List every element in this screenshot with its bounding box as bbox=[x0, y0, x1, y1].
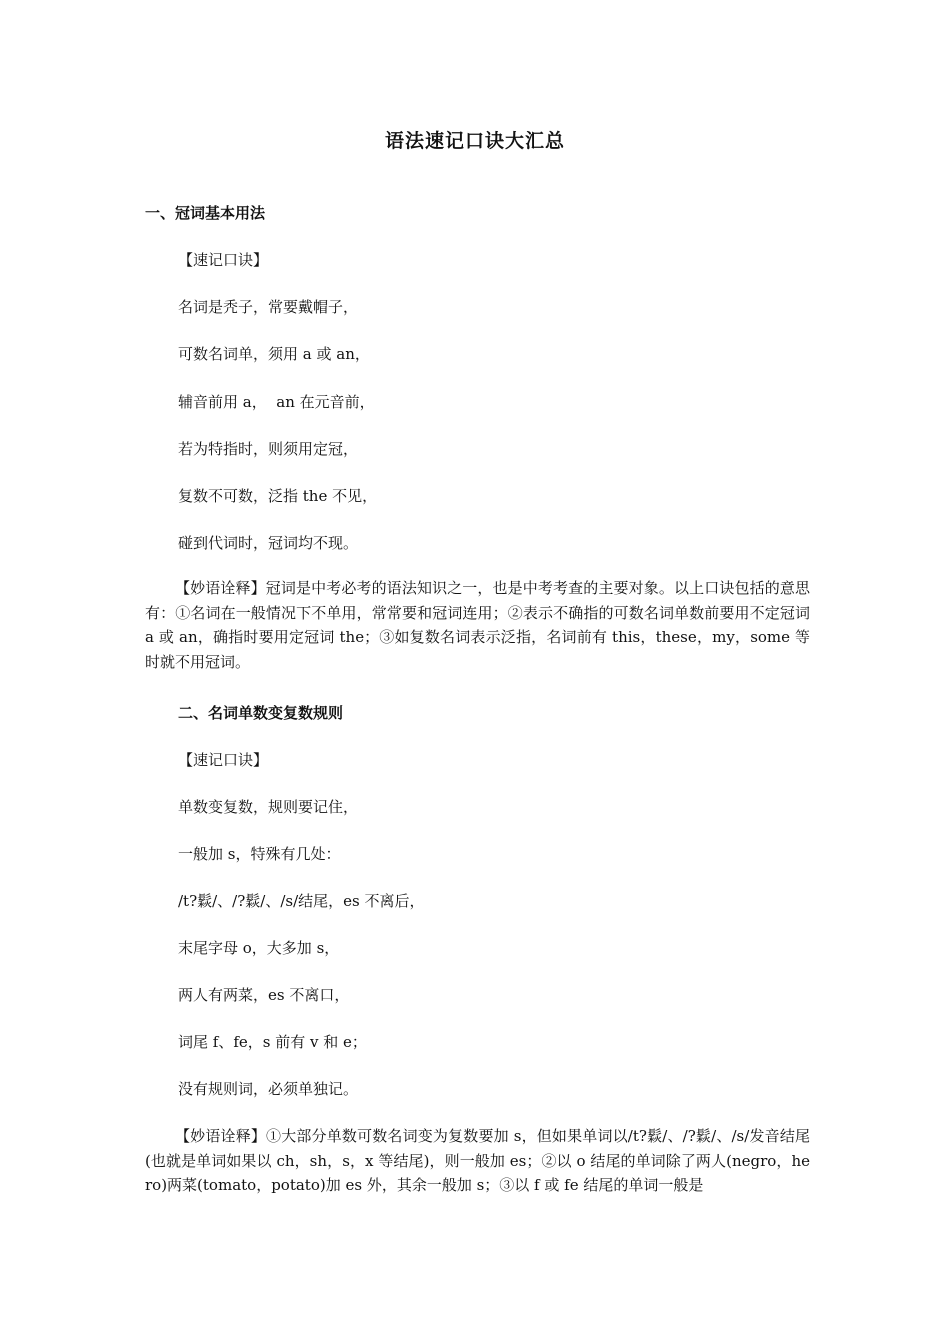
mnemonic-line: /t?鬏/、/?鬏/、/s/结尾，es 不离后， bbox=[178, 892, 425, 910]
explanation-paragraph: 【妙语诠释】①大部分单数可数名词变为复数要加 s，但如果单词以/t?鬏/、/?鬏/、/s/发音结尾(也就是单词如果以 ch，sh，s，x 等结尾)，则一般加 es；②以 o 结尾的单词除了两人(negro，hero)两菜(tomato，potato)加 es 外，其余一般加 s；③以 f 或 fe 结尾的单词一般是 bbox=[145, 1127, 810, 1194]
mnemonic-line: 单数变复数，规则要记住， bbox=[178, 798, 359, 816]
section-heading-articles: 一、冠词基本用法 bbox=[145, 204, 266, 222]
mnemonic-line: 两人有两菜，es 不离口， bbox=[178, 986, 350, 1004]
mnemonic-line: 若为特指时，则须用定冠， bbox=[178, 440, 359, 458]
mnemonic-label: 【速记口诀】 bbox=[178, 751, 269, 769]
mnemonic-line: 末尾字母 o，大多加 s， bbox=[178, 939, 340, 957]
mnemonic-line: 复数不可数，泛指 the 不见， bbox=[178, 487, 378, 505]
mnemonic-line: 一般加 s，特殊有几处： bbox=[178, 845, 341, 863]
section-heading-plurals: 二、名词单数变复数规则 bbox=[178, 704, 344, 722]
mnemonic-line: 词尾 f、fe，s 前有 v 和 e； bbox=[178, 1033, 367, 1051]
mnemonic-line: 名词是秃子，常要戴帽子， bbox=[178, 298, 359, 316]
mnemonic-label: 【速记口诀】 bbox=[178, 251, 269, 269]
explanation-paragraph: 【妙语诠释】冠词是中考必考的语法知识之一，也是中考考查的主要对象。以上口诀包括的意思有：①名词在一般情况下不单用，常常要和冠词连用；②表示不确指的可数名词单数前要用不定冠词 a 或 an，确指时要用定冠词 the；③如复数名词表示泛指，名词前有 this，these，my，some 等时就不用冠词。 bbox=[145, 579, 810, 671]
mnemonic-line: 可数名词单，须用 a 或 an， bbox=[178, 345, 370, 363]
mnemonic-line: 没有规则词，必须单独记。 bbox=[178, 1080, 359, 1098]
mnemonic-line: 辅音前用 a， an 在元音前， bbox=[178, 393, 375, 411]
mnemonic-line: 碰到代词时，冠词均不现。 bbox=[178, 534, 359, 552]
document-title: 语法速记口诀大汇总 bbox=[384, 130, 565, 152]
